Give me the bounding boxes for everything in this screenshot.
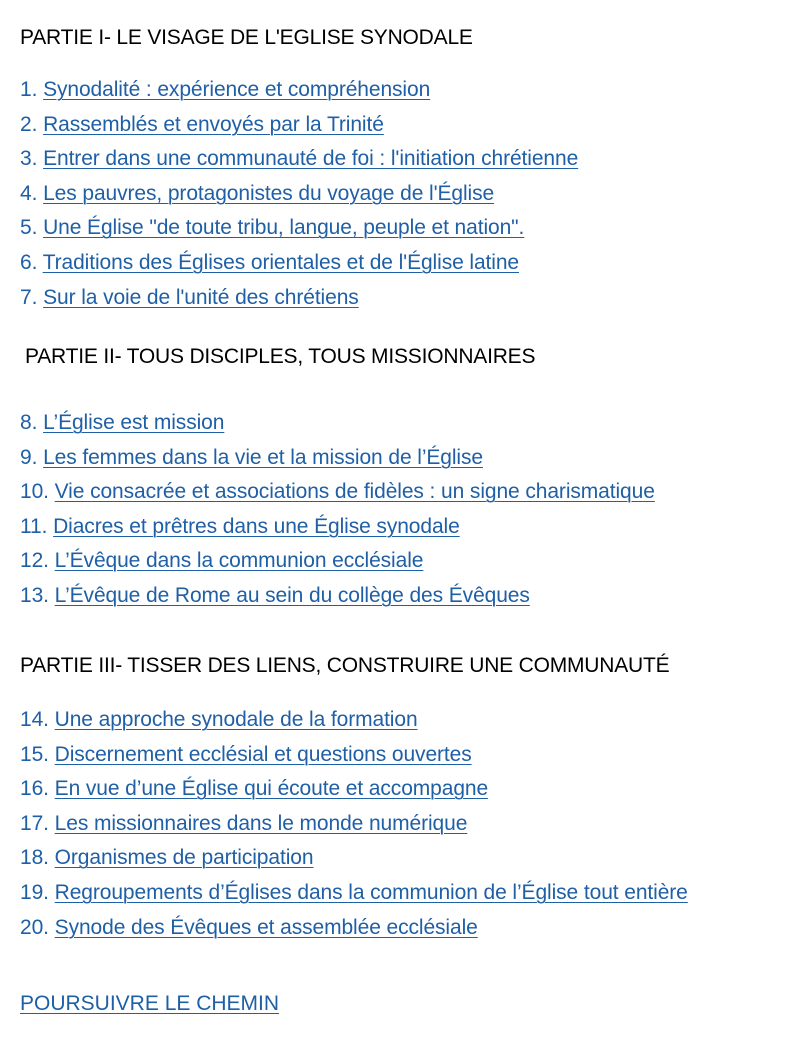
- toc-link-14[interactable]: Une approche synodale de la formation: [54, 708, 418, 731]
- toc-link-5[interactable]: Une Église "de toute tribu, langue, peuple et nation".: [43, 216, 525, 240]
- toc-link-19[interactable]: Regroupements d’Églises dans la communion de l’Église tout entière: [54, 880, 688, 904]
- toc-link-1[interactable]: Synodalité : expérience et compréhension: [43, 78, 431, 101]
- toc-item-7: [20, 281, 578, 316]
- toc-item-14: [20, 703, 688, 738]
- toc-item-11: [20, 510, 655, 545]
- toc-number: 14.: [20, 708, 49, 731]
- toc-item-17: [20, 807, 688, 842]
- toc-number: 1.: [20, 78, 38, 101]
- toc-link-3[interactable]: Entrer dans une communauté de foi : l'initiation chrétienne: [43, 147, 579, 171]
- toc-number: 3.: [20, 147, 38, 171]
- toc-number: 15.: [20, 742, 49, 766]
- toc-link-2[interactable]: Rassemblés et envoyés par la Trinité: [43, 112, 384, 136]
- toc-number: 20.: [20, 915, 49, 939]
- toc-link-10[interactable]: Vie consacrée et associations de fidèles : un signe charismatique: [54, 480, 655, 504]
- toc-item-10: [20, 475, 655, 510]
- toc-link-8[interactable]: L’Église est mission: [43, 411, 225, 434]
- toc-number: 19.: [20, 880, 49, 904]
- toc-number: 16.: [20, 777, 49, 801]
- part1-heading: PARTIE I- LE VISAGE DE L'EGLISE SYNODALE: [20, 26, 473, 49]
- toc-link-18[interactable]: Organismes de participation: [54, 846, 314, 870]
- toc-link-11[interactable]: Diacres et prêtres dans une Église synodale: [53, 514, 460, 538]
- toc-link-7[interactable]: Sur la voie de l'unité des chrétiens: [43, 285, 359, 309]
- toc-link-15[interactable]: Discernement ecclésial et questions ouvertes: [54, 742, 472, 766]
- toc-link-12[interactable]: L’Évêque dans la communion ecclésiale: [54, 549, 424, 573]
- toc-item-3: [20, 142, 578, 177]
- toc-number: 13.: [20, 583, 49, 607]
- toc-item-6: [20, 246, 578, 281]
- part3-list: [20, 703, 688, 945]
- toc-item-16: [20, 772, 688, 807]
- toc-number: 6.: [20, 250, 38, 274]
- toc-item-5: [20, 211, 578, 246]
- toc-link-13[interactable]: L’Évêque de Rome au sein du collège des Évêques: [54, 583, 530, 607]
- part1-list: [20, 73, 578, 315]
- toc-item-19: [20, 876, 688, 911]
- toc-number: 11.: [20, 514, 48, 538]
- toc-item-12: [20, 544, 655, 579]
- toc-item-15: [20, 738, 688, 773]
- part2-heading: PARTIE II- TOUS DISCIPLES, TOUS MISSIONNAIRES: [25, 345, 536, 368]
- toc-item-4: [20, 177, 578, 212]
- toc-number: 4.: [20, 181, 38, 205]
- toc-number: 18.: [20, 846, 49, 870]
- toc-link-9[interactable]: Les femmes dans la vie et la mission de l’Église: [43, 445, 483, 469]
- poursuivre-le-chemin-link[interactable]: POURSUIVRE LE CHEMIN: [20, 992, 280, 1015]
- toc-item-13: [20, 579, 655, 614]
- toc-item-18: [20, 841, 688, 876]
- toc-link-17[interactable]: Les missionnaires dans le monde numérique: [54, 811, 468, 835]
- toc-number: 5.: [20, 216, 38, 240]
- toc-link-6[interactable]: Traditions des Églises orientales et de l'Église latine: [42, 250, 520, 274]
- toc-link-20[interactable]: Synode des Évêques et assemblée ecclésiale: [54, 915, 478, 939]
- toc-number: 8.: [20, 411, 38, 434]
- part2-list: [20, 406, 655, 614]
- toc-item-9: [20, 441, 655, 476]
- toc-number: 2.: [20, 112, 38, 136]
- toc-link-4[interactable]: Les pauvres, protagonistes du voyage de l'Église: [43, 181, 495, 205]
- toc-number: 10.: [20, 480, 49, 504]
- toc-item-20: [20, 911, 688, 946]
- toc-number: 12.: [20, 549, 49, 573]
- part3-heading: PARTIE III- TISSER DES LIENS, CONSTRUIRE UNE COMMUNAUTÉ: [20, 654, 670, 677]
- toc-item-2: [20, 108, 578, 143]
- toc-number: 17.: [20, 811, 49, 835]
- toc-number: 7.: [20, 285, 38, 309]
- toc-link-16[interactable]: En vue d’une Église qui écoute et accompagne: [54, 777, 489, 801]
- toc-item-8: [20, 406, 655, 441]
- toc-number: 9.: [20, 445, 38, 469]
- toc-item-1: [20, 73, 578, 108]
